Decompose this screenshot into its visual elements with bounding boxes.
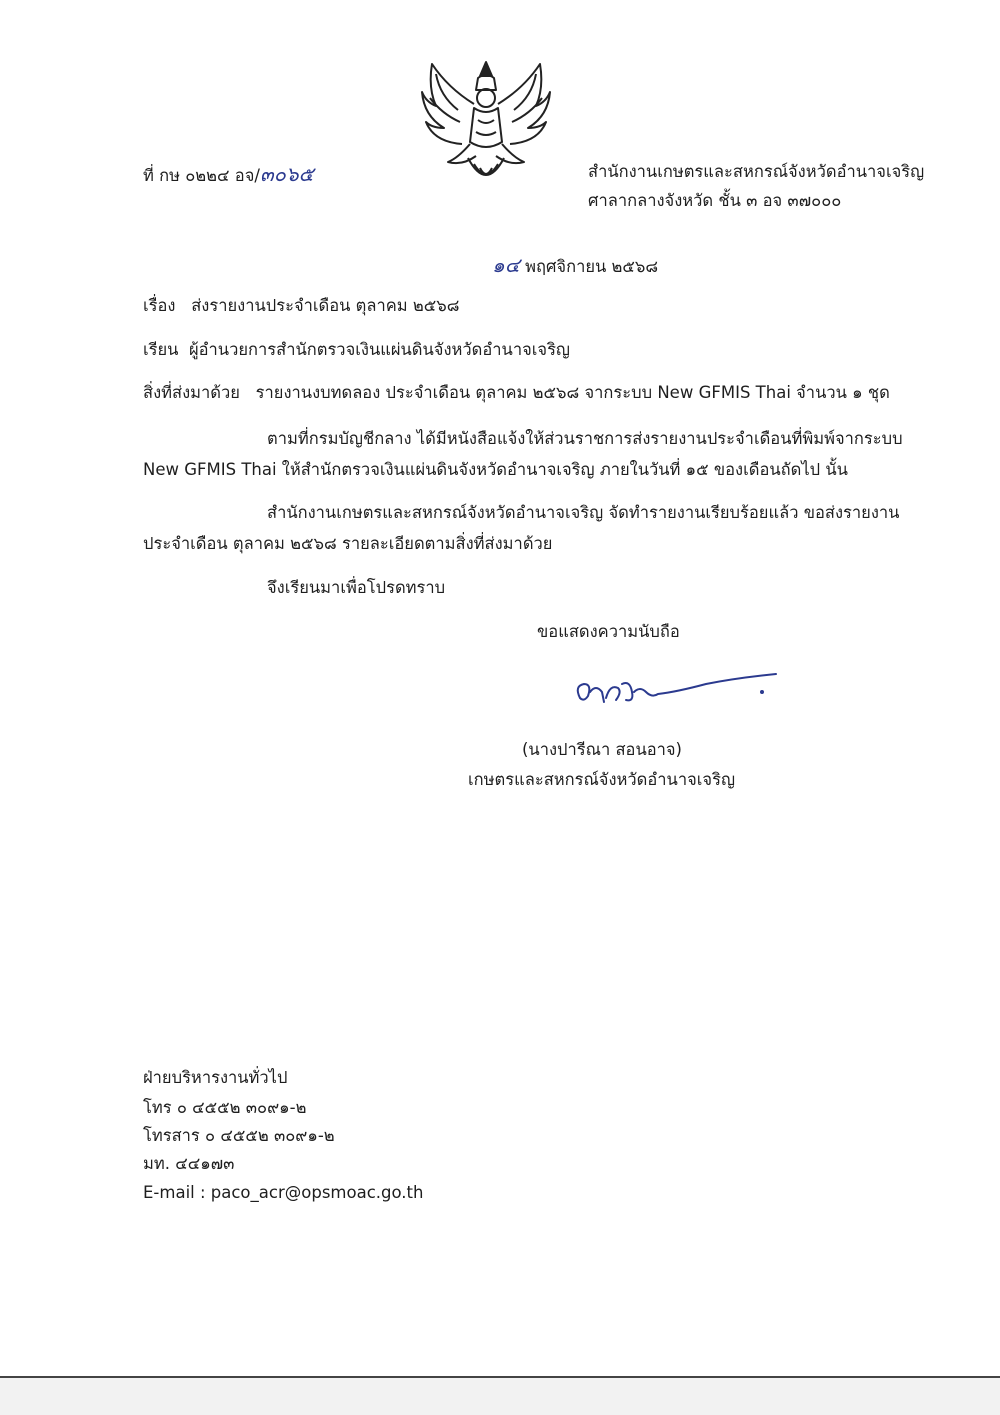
reference-number — [143, 164, 314, 185]
paragraph-2-line-1: สำนักงานเกษตรและสหกรณ์จังหวัดอำนาจเจริญ จัดทำรายงานเรียบร้อยแล้ว ขอส่งรายงาน — [267, 503, 900, 522]
paragraph-1-line-2: New GFMIS Thai ให้สำนักตรวจเงินแผ่นดินจังหวัดอำนาจเจริญ ภายในวันที่ ๑๕ ของเดือนถัดไป นั้น — [143, 460, 848, 479]
scan-margin — [0, 1378, 1000, 1415]
footer-phone: โทร ๐ ๔๕๕๒ ๓๐๙๑-๒ — [143, 1098, 307, 1117]
org-address: ศาลากลางจังหวัด ชั้น ๓ อจ ๓๗๐๐๐ — [588, 191, 842, 210]
handwritten-signature — [566, 662, 786, 712]
salutation: ขอแสดงความนับถือ — [537, 622, 680, 641]
addressee-line — [143, 342, 570, 359]
footer-fax: โทรสาร ๐ ๔๕๕๒ ๓๐๙๑-๒ — [143, 1126, 335, 1145]
reference-handwritten: ๓๐๖๕ — [259, 162, 314, 186]
reference-printed: ที่ กษ ๐๒๒๔ อจ/ — [143, 166, 260, 185]
document-date — [492, 255, 658, 276]
enclosure-line — [143, 385, 890, 402]
signer-position: เกษตรและสหกรณ์จังหวัดอำนาจเจริญ — [468, 770, 735, 789]
paragraph-2-line-2: ประจำเดือน ตุลาคม ๒๕๖๘ รายละเอียดตามสิ่งที่ส่งมาด้วย — [143, 534, 553, 553]
enclosure-label: สิ่งที่ส่งมาด้วย — [143, 383, 240, 402]
subject-text: ส่งรายงานประจำเดือน ตุลาคม ๒๕๖๘ — [191, 296, 460, 315]
footer-mt: มท. ๔๔๑๗๓ — [143, 1154, 235, 1173]
garuda-emblem — [418, 58, 554, 192]
footer-department: ฝ่ายบริหารงานทั่วไป — [143, 1068, 288, 1087]
date-day-handwritten: ๑๔ — [492, 253, 520, 277]
subject-label: เรื่อง — [143, 296, 176, 315]
footer-email: E-mail : paco_acr@opsmoac.go.th — [143, 1183, 424, 1202]
closing-request: จึงเรียนมาเพื่อโปรดทราบ — [267, 578, 446, 597]
signer-name: (นางปารีณา สอนอาจ) — [522, 740, 682, 759]
subject-line — [143, 298, 459, 315]
addressee-text: ผู้อำนวยการสำนักตรวจเงินแผ่นดินจังหวัดอำนาจเจริญ — [188, 340, 570, 359]
addressee-label: เรียน — [143, 340, 179, 359]
paragraph-1-line-1: ตามที่กรมบัญชีกลาง ได้มีหนังสือแจ้งให้ส่วนราชการส่งรายงานประจำเดือนที่พิมพ์จากระบบ — [267, 429, 903, 448]
date-month-year: พฤศจิกายน ๒๕๖๘ — [525, 257, 659, 276]
enclosure-text: รายงานงบทดลอง ประจำเดือน ตุลาคม ๒๕๖๘ จากระบบ New GFMIS Thai จำนวน ๑ ชุด — [255, 383, 890, 402]
org-name: สำนักงานเกษตรและสหกรณ์จังหวัดอำนาจเจริญ — [588, 162, 925, 181]
